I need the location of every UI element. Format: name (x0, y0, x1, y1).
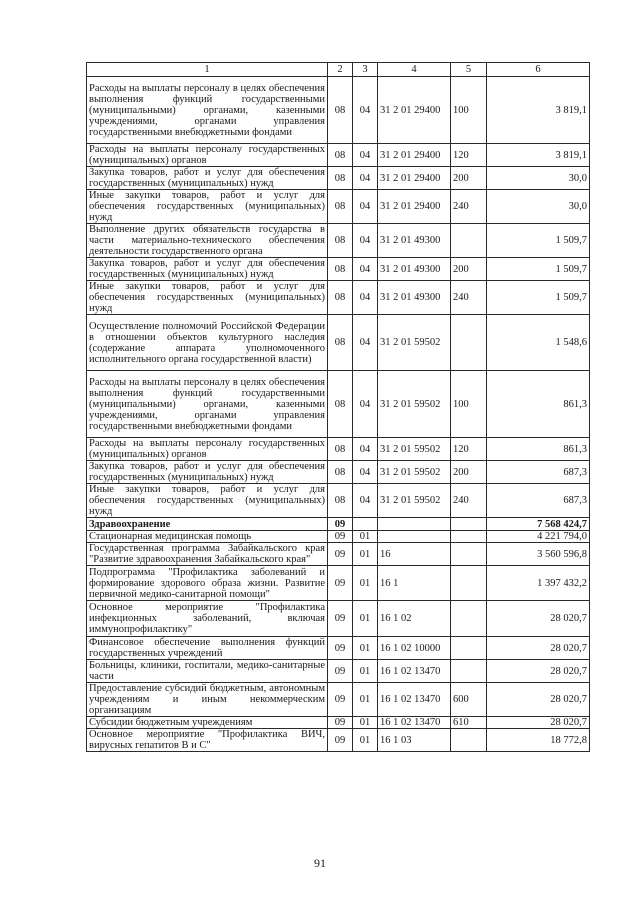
row-amount: 28 020,7 (487, 717, 590, 729)
header-col-2: 2 (328, 63, 353, 77)
row-target-code: 31 2 01 59502 (378, 315, 451, 371)
row-amount: 3 819,1 (487, 144, 590, 167)
row-expense-type: 240 (451, 190, 487, 224)
row-section: 09 (328, 566, 353, 601)
row-subsection: 01 (353, 566, 378, 601)
row-amount: 1 397 432,2 (487, 566, 590, 601)
row-amount: 687,3 (487, 484, 590, 518)
table-row (87, 281, 590, 315)
row-expense-type (451, 543, 487, 566)
row-target-code: 31 2 01 29400 (378, 190, 451, 224)
row-target-code: 31 2 01 29400 (378, 77, 451, 144)
row-amount: 30,0 (487, 167, 590, 190)
table-row (87, 601, 590, 637)
table-row (87, 660, 590, 683)
row-name: Расходы на выплаты персоналу государственных (муниципальных) органов (87, 144, 328, 167)
row-name: Финансовое обеспечение выполнения функций государственных учреждений (87, 637, 328, 660)
header-row (87, 63, 590, 77)
row-name: Закупка товаров, работ и услуг для обеспечения государственных (муниципальных) нужд (87, 461, 328, 484)
row-expense-type: 100 (451, 371, 487, 438)
row-section: 09 (328, 531, 353, 543)
row-name: Иные закупки товаров, работ и услуг для обеспечения государственных (муниципальных) нужд (87, 281, 328, 315)
row-name: Закупка товаров, работ и услуг для обеспечения государственных (муниципальных) нужд (87, 258, 328, 281)
row-expense-type (451, 224, 487, 258)
row-name: Стационарная медицинская помощь (87, 531, 328, 543)
table-row (87, 683, 590, 717)
row-target-code: 31 2 01 59502 (378, 371, 451, 438)
row-section: 08 (328, 144, 353, 167)
table-row (87, 144, 590, 167)
row-subsection: 04 (353, 190, 378, 224)
row-amount: 861,3 (487, 371, 590, 438)
row-name: Закупка товаров, работ и услуг для обеспечения государственных (муниципальных) нужд (87, 167, 328, 190)
row-section: 08 (328, 281, 353, 315)
table-row (87, 167, 590, 190)
header-col-3: 3 (353, 63, 378, 77)
row-target-code: 16 1 02 (378, 601, 451, 637)
row-name: Предоставление субсидий бюджетным, автономным учреждениям и иным некоммерческим организациям (87, 683, 328, 717)
row-subsection: 04 (353, 371, 378, 438)
table-row (87, 717, 590, 729)
row-subsection: 04 (353, 461, 378, 484)
row-subsection: 04 (353, 484, 378, 518)
row-subsection: 04 (353, 144, 378, 167)
row-expense-type: 240 (451, 281, 487, 315)
table-row (87, 190, 590, 224)
row-amount: 3 819,1 (487, 77, 590, 144)
row-name: Иные закупки товаров, работ и услуг для обеспечения государственных (муниципальных) нужд (87, 484, 328, 518)
row-expense-type: 100 (451, 77, 487, 144)
row-subsection: 01 (353, 543, 378, 566)
row-target-code: 31 2 01 29400 (378, 144, 451, 167)
row-subsection: 01 (353, 601, 378, 637)
row-expense-type (451, 531, 487, 543)
row-target-code: 16 1 02 13470 (378, 717, 451, 729)
row-target-code: 16 (378, 543, 451, 566)
table-row (87, 531, 590, 543)
row-section: 08 (328, 77, 353, 144)
row-section: 08 (328, 438, 353, 461)
row-amount: 7 568 424,7 (487, 518, 590, 531)
row-name: Основное мероприятие "Профилактика ВИЧ, вирусных гепатитов В и С" (87, 729, 328, 752)
budget-table (86, 62, 590, 752)
row-section: 09 (328, 717, 353, 729)
row-subsection: 01 (353, 717, 378, 729)
row-amount: 28 020,7 (487, 637, 590, 660)
row-section: 09 (328, 729, 353, 752)
row-name: Расходы на выплаты персоналу в целях обеспечения выполнения функций государственными (муниципальными) органами, казенными учреждениями, органами управления государственными внебюджетными фондами (87, 77, 328, 144)
row-name: Расходы на выплаты персоналу государственных (муниципальных) органов (87, 438, 328, 461)
row-section: 09 (328, 683, 353, 717)
row-expense-type: 200 (451, 167, 487, 190)
table-row (87, 77, 590, 144)
row-amount: 18 772,8 (487, 729, 590, 752)
row-name: Иные закупки товаров, работ и услуг для обеспечения государственных (муниципальных) нужд (87, 190, 328, 224)
row-name: Государственная программа Забайкальского края "Развитие здравоохранения Забайкальского края" (87, 543, 328, 566)
row-target-code: 31 2 01 59502 (378, 461, 451, 484)
row-section: 08 (328, 315, 353, 371)
table-row (87, 438, 590, 461)
row-expense-type: 200 (451, 258, 487, 281)
table-row (87, 729, 590, 752)
row-expense-type (451, 637, 487, 660)
row-amount: 28 020,7 (487, 660, 590, 683)
row-section: 08 (328, 167, 353, 190)
table-row (87, 315, 590, 371)
row-target-code (378, 531, 451, 543)
row-subsection: 01 (353, 637, 378, 660)
table-row (87, 224, 590, 258)
row-amount: 28 020,7 (487, 683, 590, 717)
table-row (87, 371, 590, 438)
row-name: Осуществление полномочий Российской Федерации в отношении объектов культурного наследия (содержание аппарата уполномоченного исполнительного органа государственной власти) (87, 315, 328, 371)
row-section: 08 (328, 371, 353, 438)
row-expense-type (451, 601, 487, 637)
row-expense-type: 120 (451, 438, 487, 461)
row-subsection: 04 (353, 281, 378, 315)
row-subsection: 04 (353, 438, 378, 461)
row-subsection: 04 (353, 224, 378, 258)
row-amount: 1 509,7 (487, 258, 590, 281)
row-amount: 1 509,7 (487, 224, 590, 258)
table-row (87, 566, 590, 601)
row-section: 08 (328, 461, 353, 484)
row-name: Выполнение других обязательств государства в части материально-технического обеспечения деятельности государственного органа (87, 224, 328, 258)
row-subsection: 01 (353, 531, 378, 543)
row-name: Подпрограмма "Профилактика заболеваний и формирование здорового образа жизни. Развитие первичной медико-санитарной помощи" (87, 566, 328, 601)
row-amount: 687,3 (487, 461, 590, 484)
row-name: Больницы, клиники, госпитали, медико-санитарные части (87, 660, 328, 683)
header-col-5: 5 (451, 63, 487, 77)
row-section: 09 (328, 543, 353, 566)
table-body (87, 77, 590, 752)
row-amount: 4 221 794,0 (487, 531, 590, 543)
row-amount: 28 020,7 (487, 601, 590, 637)
table-row (87, 518, 590, 531)
row-subsection (353, 518, 378, 531)
row-section: 09 (328, 601, 353, 637)
row-amount: 30,0 (487, 190, 590, 224)
page-number: 91 (314, 856, 326, 870)
row-section: 08 (328, 190, 353, 224)
row-target-code: 31 2 01 29400 (378, 167, 451, 190)
table-row (87, 258, 590, 281)
row-section: 09 (328, 660, 353, 683)
row-expense-type (451, 660, 487, 683)
row-subsection: 01 (353, 683, 378, 717)
row-target-code: 31 2 01 49300 (378, 224, 451, 258)
row-section: 09 (328, 518, 353, 531)
row-expense-type: 610 (451, 717, 487, 729)
row-expense-type: 240 (451, 484, 487, 518)
table-row (87, 637, 590, 660)
row-expense-type (451, 315, 487, 371)
row-subsection: 01 (353, 660, 378, 683)
row-section: 08 (328, 484, 353, 518)
row-subsection: 04 (353, 167, 378, 190)
row-subsection: 01 (353, 729, 378, 752)
table-row (87, 484, 590, 518)
header-col-6: 6 (487, 63, 590, 77)
row-expense-type: 120 (451, 144, 487, 167)
row-expense-type (451, 566, 487, 601)
row-amount: 1 509,7 (487, 281, 590, 315)
row-expense-type (451, 729, 487, 752)
row-target-code: 16 1 02 13470 (378, 660, 451, 683)
table-row (87, 543, 590, 566)
row-amount: 1 548,6 (487, 315, 590, 371)
row-section: 08 (328, 224, 353, 258)
row-target-code: 31 2 01 59502 (378, 484, 451, 518)
row-target-code: 16 1 (378, 566, 451, 601)
row-amount: 861,3 (487, 438, 590, 461)
row-expense-type: 200 (451, 461, 487, 484)
row-subsection: 04 (353, 77, 378, 144)
row-amount: 3 560 596,8 (487, 543, 590, 566)
row-target-code: 16 1 02 10000 (378, 637, 451, 660)
table-row (87, 461, 590, 484)
row-section: 09 (328, 637, 353, 660)
row-expense-type: 600 (451, 683, 487, 717)
row-name: Основное мероприятие "Профилактика инфекционных заболеваний, включая иммунопрофилактику" (87, 601, 328, 637)
row-target-code: 31 2 01 49300 (378, 281, 451, 315)
row-target-code: 16 1 03 (378, 729, 451, 752)
row-subsection: 04 (353, 315, 378, 371)
header-col-1: 1 (87, 63, 328, 77)
row-name: Расходы на выплаты персоналу в целях обеспечения выполнения функций государственными (муниципальными) органами, казенными учреждениями, органами управления государственными внебюджетными фондами (87, 371, 328, 438)
row-target-code: 31 2 01 59502 (378, 438, 451, 461)
header-col-4: 4 (378, 63, 451, 77)
row-target-code: 16 1 02 13470 (378, 683, 451, 717)
row-section: 08 (328, 258, 353, 281)
row-target-code: 31 2 01 49300 (378, 258, 451, 281)
row-subsection: 04 (353, 258, 378, 281)
row-name: Здравоохранение (87, 518, 328, 531)
row-expense-type (451, 518, 487, 531)
row-name: Субсидии бюджетным учреждениям (87, 717, 328, 729)
row-target-code (378, 518, 451, 531)
